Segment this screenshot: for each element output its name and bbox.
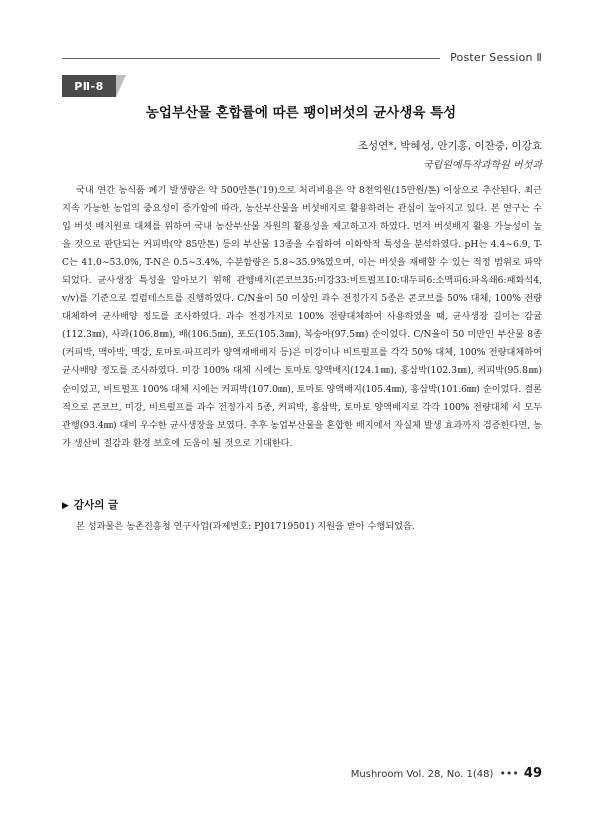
abstract-body: 국내 연간 농식품 폐기 발생량은 약 500만톤('19)으로 처리비용은 약 8천억원(15만원/톤) 이상으로 추산된다. 최근 지속 가능한 농업의 중요성이 증가함에 따라, 농산부산물을 버섯배지로 활용하려는 관심이 높아지고 있다. 본 연구는 수입 버섯 배지원료 대체를 위하여 국내 농산부산물 자원의 활용성을 제고하고자 하였다. 먼저 버섯배지 활용 가능성이 높을 것으로 판단되는 커피박(약 85만톤) 등의 부산물 13종을 수집하여 이화학적 특성을 분석하였다. pH는 4.4∼6.9, T-C는 41.0∼53.0%, T-N은 0.5∼3.4%, 수분함량은 5.8∼35.9%였으며, 이는 버섯을 재배할 수 있는 적정 범위로 파악되었다. 균사생장 특성을 알아보기 위해 관행배지(콘코브35:미강33:비트펄프10:대두피6:소맥피6:파옥쇄6:패화석4, v/v)를 기준으로 컬럼테스트를 진행하였다. C/N율이 50 이상인 과수 전정가지 5종은 콘코브를 50% 대체, 100% 전량대체하여 균사배양 정도를 조사하였다. 과수 전정가지로 100% 전량대체하여 사용하였을 때, 균사생장 길이는 감귤(112.3㎜), 사과(106.8㎜), 배(106.5㎜), 포도(105.3㎜), 복숭아(97.5㎜) 순이었다. C/N율이 50 미만인 부산물 8종(커피박, 맥아박, 맥강, 토마토·파프리카 양액재배배지 등)은 미강이나 비트펄프를 각각 50% 대체, 100% 전량대체하여 균사배양 정도를 조사하였다. 미강 100% 대체 시에는 토마토 양액배지(124.1㎜), 홍삼박(102.3㎜), 커피박(95.8㎜) 순이었고, 비트펄프 100% 대체 시에는 커피박(107.0㎜), 토마토 양액배지(105.4㎜), 홍삼박(101.6㎜) 순이었다. 결론적으로 콘코브, 미강, 비트펄프를 과수 전정가지 5종, 커피박, 홍삼박, 토마토 양액배지로 각각 100% 전량대체 시 모두 관행(93.4㎜) 대비 우수한 균사생장을 보였다. 추후 농업부산물을 혼합한 배지에서 자실체 발생 효과까지 검증한다면, 농가 생산비 절감과 환경 보호에 도움이 될 것으로 기대한다. <box>62 185 542 449</box>
paper-authors: 조성연*, 박혜성, 안기홍, 이찬중, 이강효 <box>357 140 542 152</box>
page-number: 49 <box>523 766 542 781</box>
section-header: Poster Session Ⅱ <box>450 51 542 64</box>
poster-badge: PⅡ-8 <box>62 75 116 97</box>
paper-affiliation: 국립원예특작과학원 버섯과 <box>422 160 542 171</box>
acknowledgement-heading-text: 감사의 글 <box>73 499 119 511</box>
header-rule <box>62 58 440 59</box>
journal-citation: Mushroom Vol. 28, No. 1(48) <box>350 769 494 780</box>
footer-dots: ••• <box>499 767 519 780</box>
acknowledgement-heading <box>62 497 118 512</box>
paper-title: 농업부산물 혼합률에 따른 팽이버섯의 균사생육 특성 <box>145 105 457 121</box>
triangle-bullet-icon: ▶ <box>62 501 69 511</box>
page-footer <box>351 766 542 781</box>
acknowledgement-body: 본 성과물은 농촌진흥청 연구사업(과제번호: PJ01719501) 지원을 받아 수행되었음. <box>76 521 415 532</box>
badge-tail-decoration <box>116 75 126 97</box>
